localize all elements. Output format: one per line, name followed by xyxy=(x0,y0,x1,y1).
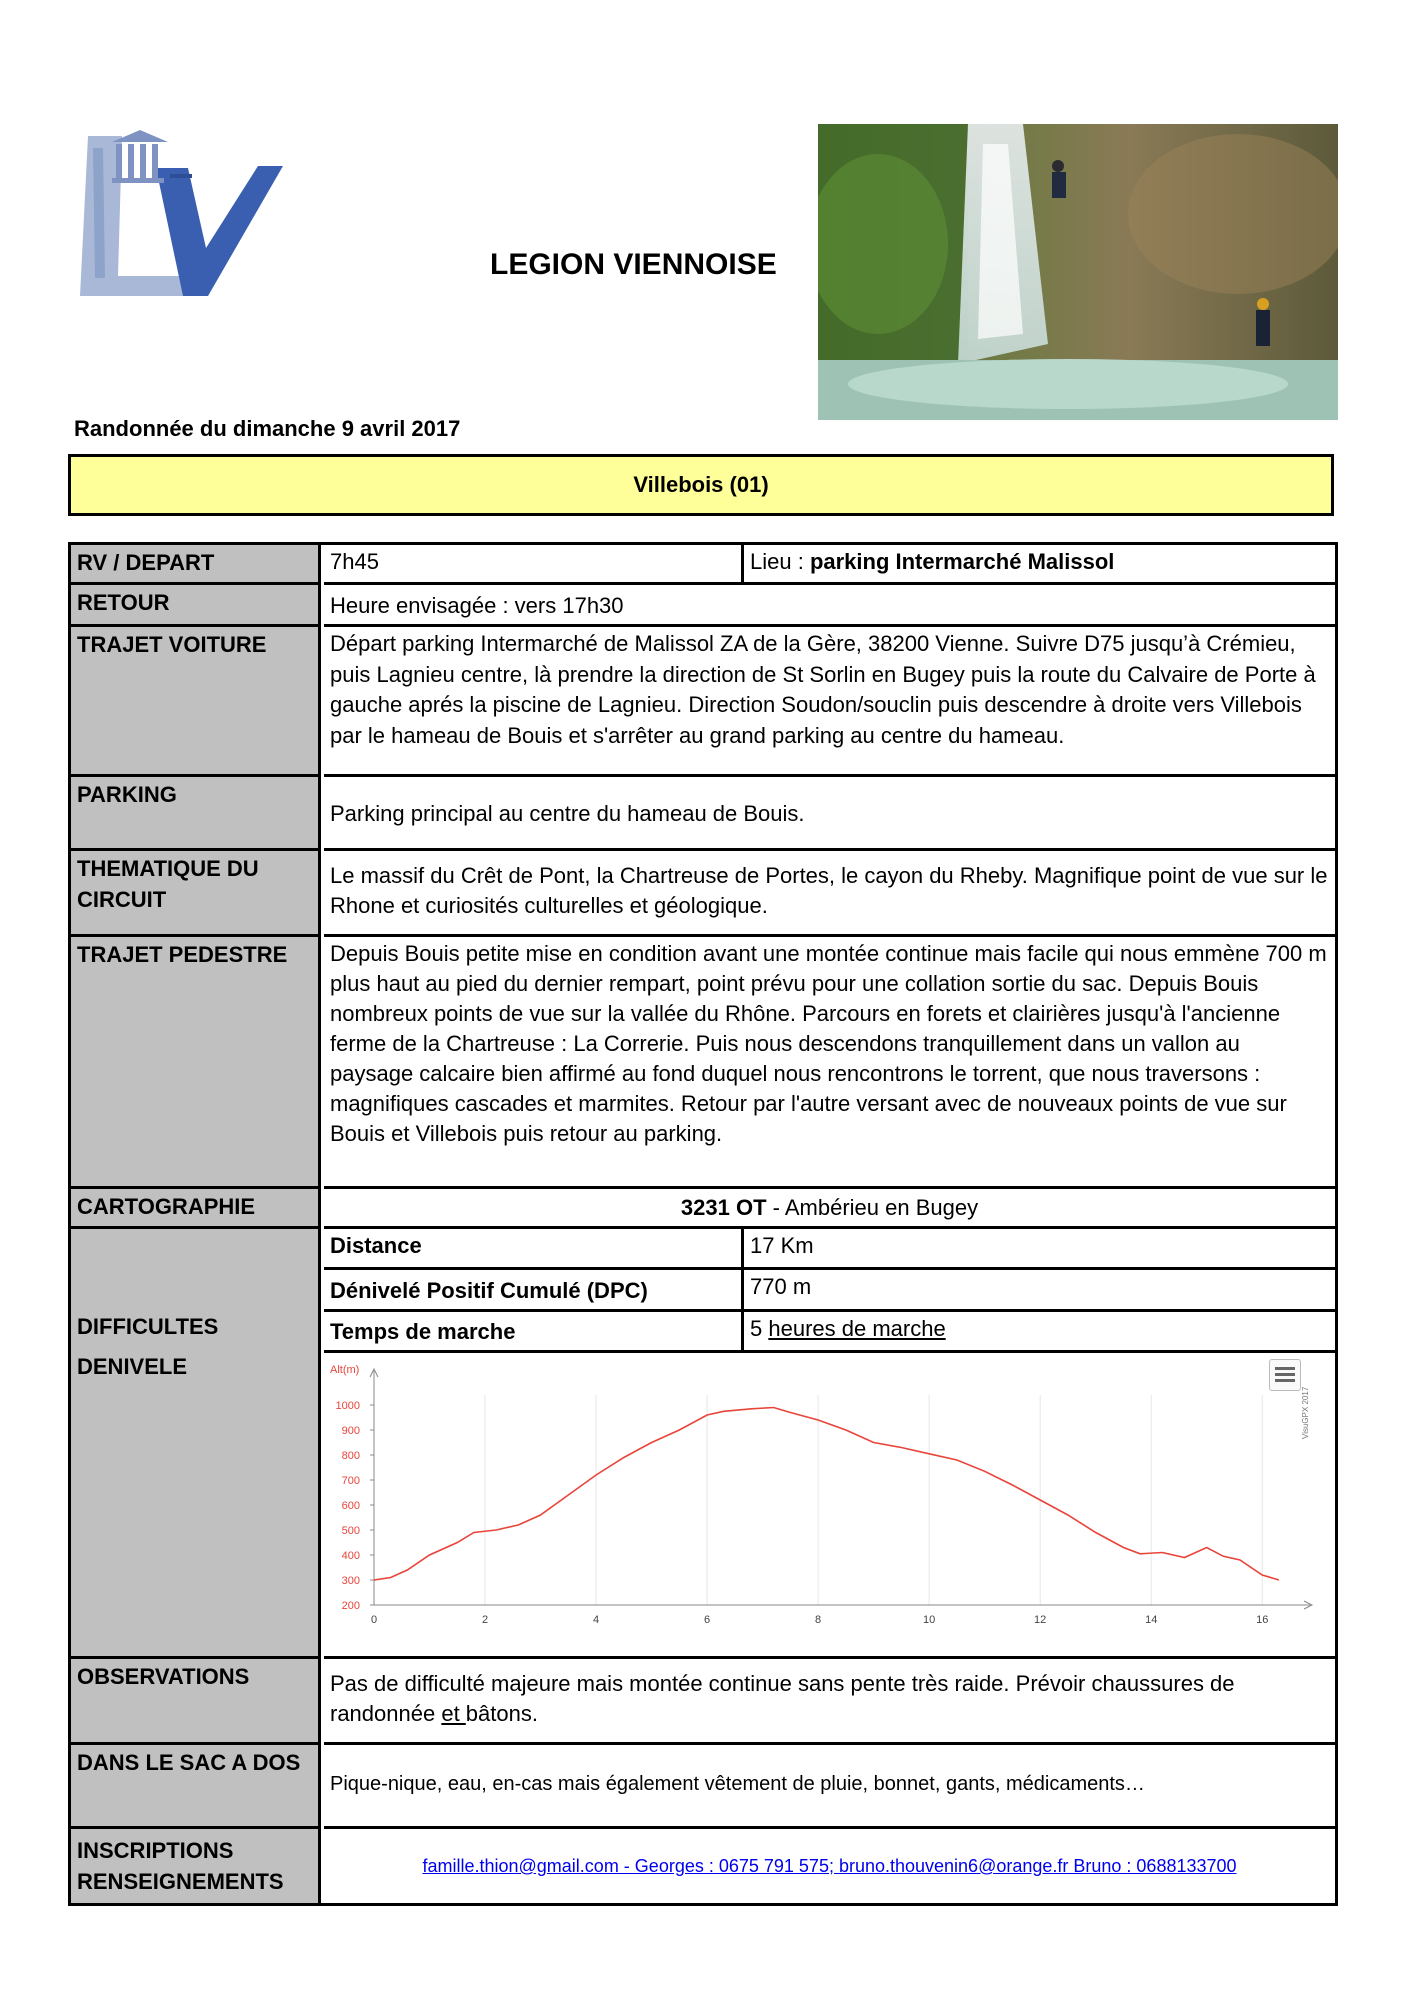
pedestre-value: Depuis Bouis petite mise en condition avant une montée continue mais facile qui nous emmène 700 m plus haut au pied du dernier rempart, point prévu pour une collation sortie du sac. Depuis Bouis nombreux points de vue sur la vallée du Rhône. Parcours en forets et clairières jusqu'à l'ancienne ferme de la Chartreuse : La Correrie. Puis nous descendons tranquillement dans un vallon au paysage calcaire bien affirmé au fond duquel nous rencontrons le torrent, que nous traversons : magnifiques cascades et marmites. Retour par l'autre versant avec de nouveaux points de vue sur Bouis et Villebois puis retour au parking. xyxy=(324,937,1335,1189)
x-tick-label: 4 xyxy=(592,1614,600,1626)
denivele-label: DENIVELE xyxy=(77,1354,188,1379)
observations-text-et: et xyxy=(441,1701,466,1726)
legion-viennoise-logo xyxy=(78,128,288,298)
sac-value: Pique-nique, eau, en-cas mais également vêtement de pluie, bonnet, gants, médicaments… xyxy=(324,1745,1335,1829)
observations-text-b: bâtons. xyxy=(465,1701,538,1726)
elevation-chart-cell xyxy=(324,1353,1335,1659)
y-tick-label: 800 xyxy=(341,1450,360,1462)
retour-label: RETOUR xyxy=(71,585,321,627)
destination-text: Villebois (01) xyxy=(633,472,769,497)
observations-value xyxy=(324,1659,1335,1745)
x-tick-label: 8 xyxy=(815,1614,822,1626)
observations-label: OBSERVATIONS xyxy=(71,1659,321,1745)
carto-label: CARTOGRAPHIE xyxy=(71,1189,321,1229)
carto-value xyxy=(324,1189,1335,1229)
dpc-value: 770 m xyxy=(744,1270,1335,1312)
contact-link[interactable]: famille.thion@gmail.com - Georges : 0675 791 575; bruno.thouvenin6@orange.fr Bruno : 0688133700 xyxy=(422,1856,1237,1876)
lieu-value: parking Intermarché Malissol xyxy=(809,549,1115,574)
chart-menu-button[interactable] xyxy=(1269,1359,1301,1391)
lieu-cell xyxy=(744,545,1335,585)
y-tick-label: 200 xyxy=(341,1600,360,1612)
hike-date: Randonnée du dimanche 9 avril 2017 xyxy=(74,416,461,441)
y-axis-label: Alt(m) xyxy=(330,1364,360,1376)
x-tick-label: 0 xyxy=(370,1614,378,1626)
canyoning-photo xyxy=(818,124,1338,420)
contact-cell xyxy=(324,1829,1335,1903)
rv-label: RV / DEPART xyxy=(71,545,321,585)
distance-value: 17 Km xyxy=(744,1229,1335,1270)
organization-name: LEGION VIENNOISE xyxy=(490,248,777,281)
carto-rest: - Ambérieu en Bugey xyxy=(766,1195,979,1220)
thematique-label: THEMATIQUE DU CIRCUIT xyxy=(71,851,321,937)
retour-value: Heure envisagée : vers 17h30 xyxy=(324,585,1335,627)
temps-value: heures de marche xyxy=(768,1316,946,1341)
y-tick-label: 300 xyxy=(341,1575,360,1587)
dpc-label: Dénivelé Positif Cumulé (DPC) xyxy=(324,1270,744,1312)
rv-value: 7h45 xyxy=(324,545,744,585)
y-tick-label: 500 xyxy=(341,1525,360,1537)
temps-label: Temps de marche xyxy=(324,1312,744,1353)
difficultes-cell xyxy=(71,1229,321,1659)
x-tick-label: 10 xyxy=(923,1614,936,1626)
hamburger-icon xyxy=(1275,1367,1295,1370)
x-tick-label: 6 xyxy=(704,1614,711,1626)
pedestre-label: TRAJET PEDESTRE xyxy=(71,937,321,1189)
inscriptions-label: INSCRIPTIONS RENSEIGNEMENTS xyxy=(71,1829,321,1903)
parking-value: Parking principal au centre du hameau de Bouis. xyxy=(324,777,1335,851)
elevation-chart xyxy=(324,1353,1335,1653)
destination-title xyxy=(68,454,1334,516)
thematique-value: Le massif du Crêt de Pont, la Chartreuse de Portes, le cayon du Rheby. Magnifique point de vue sur le Rhone et curiosités culturelles et géologique. xyxy=(324,851,1335,937)
carto-code: 3231 OT xyxy=(680,1195,767,1220)
x-tick-label: 12 xyxy=(1034,1614,1047,1626)
observations-text-a: Pas de difficulté majeure mais montée continue sans pente très raide. Prévoir chaussures de randonnée xyxy=(330,1671,1235,1726)
temps-num: 5 xyxy=(750,1316,769,1341)
x-tick-label: 16 xyxy=(1256,1614,1269,1626)
info-table xyxy=(68,542,1338,1906)
y-tick-label: 400 xyxy=(341,1550,360,1562)
chart-watermark: VisuGPX 2017 xyxy=(1301,1386,1310,1439)
distance-label: Distance xyxy=(324,1229,744,1270)
elevation-line xyxy=(374,1408,1279,1581)
difficultes-label: DIFFICULTES xyxy=(77,1314,219,1339)
y-tick-label: 600 xyxy=(341,1500,360,1512)
trajet-voiture-value: Départ parking Intermarché de Malissol ZA de la Gère, 38200 Vienne. Suivre D75 jusqu’à Crémieu, puis Lagnieu centre, là prendre la direction de St Sorlin en Bugey puis la route du Calvaire de Porte à gauche aprés la piscine de Lagnieu. Direction Soudon/souclin puis descendre à droite vers Villebois par le hameau de Bouis et s'arrêter au grand parking au centre du hameau. xyxy=(324,627,1335,777)
y-tick-label: 700 xyxy=(341,1475,360,1487)
temps-cell xyxy=(744,1312,1335,1353)
trajet-voiture-label: TRAJET VOITURE xyxy=(71,627,321,777)
sac-label: DANS LE SAC A DOS xyxy=(71,1745,321,1829)
y-tick-label: 1000 xyxy=(335,1400,360,1412)
x-tick-label: 2 xyxy=(481,1614,489,1626)
parking-label: PARKING xyxy=(71,777,321,851)
y-tick-label: 900 xyxy=(341,1425,360,1437)
x-tick-label: 14 xyxy=(1145,1614,1158,1626)
lieu-prefix: Lieu : xyxy=(750,549,810,574)
